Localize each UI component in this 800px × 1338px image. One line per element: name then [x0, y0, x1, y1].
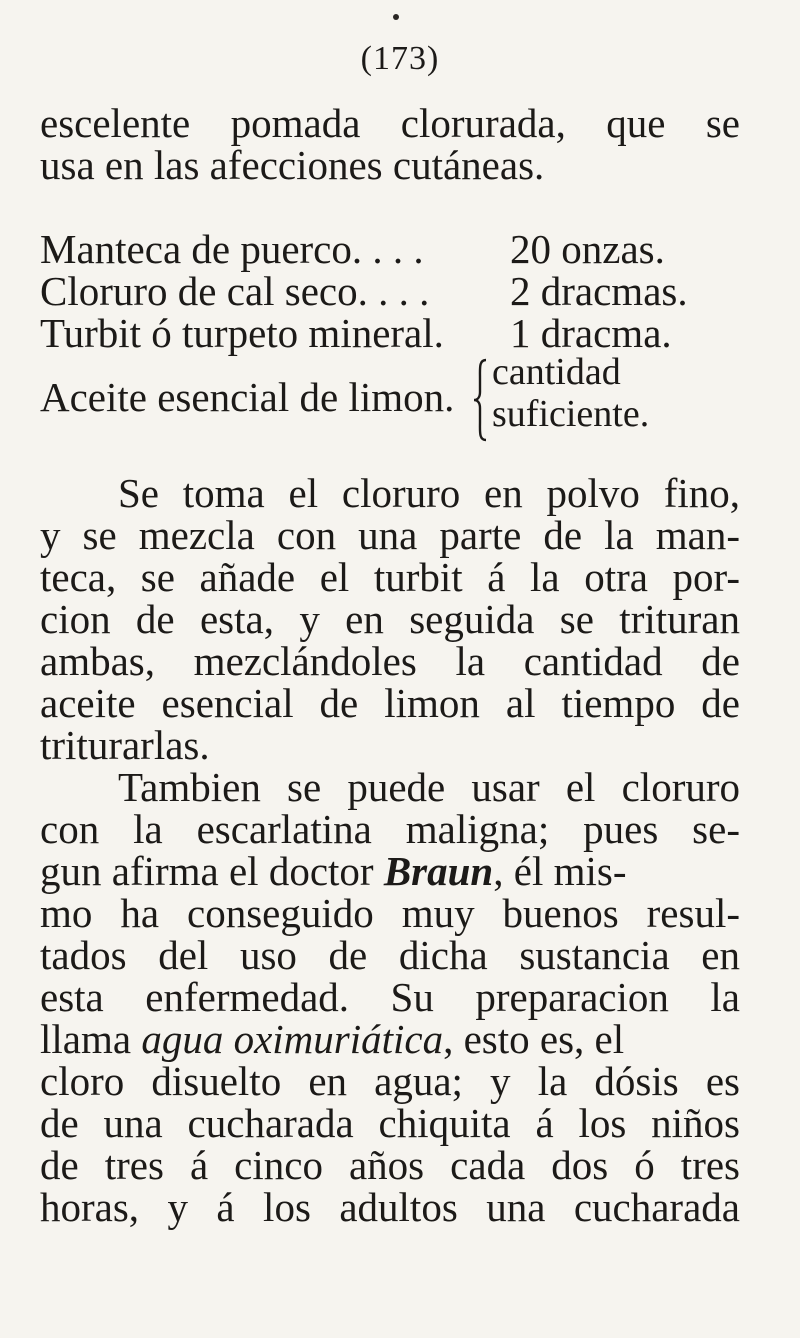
- recipe-row-braced: [40, 350, 760, 450]
- author-name: Braun: [383, 848, 494, 894]
- recipe-quantity: 20 onzas.: [510, 226, 665, 272]
- body-line: con la escarlatina maligna; pues se-: [40, 806, 740, 852]
- recipe-quantity: 1 dracma.: [510, 310, 672, 356]
- recipe-ingredient: Aceite esencial de limon.: [40, 374, 455, 420]
- body-text: llama: [40, 1016, 132, 1062]
- body-line: ambas, mezclándoles la cantidad de: [40, 638, 740, 684]
- recipe-quantity-line1: cantidad: [492, 351, 621, 393]
- body-line: de una cucharada chiquita á los niños: [40, 1100, 740, 1146]
- recipe-ingredient: Turbit ó turpeto mineral.: [40, 310, 444, 356]
- page-number: (173): [360, 40, 440, 77]
- recipe-quantity-line2: suficiente.: [492, 393, 650, 435]
- term-italic: agua oximuriática: [141, 1016, 444, 1062]
- body-line: tados del uso de dicha sustancia en: [40, 932, 740, 978]
- body-line: cion de esta, y en seguida se trituran: [40, 596, 740, 642]
- body-line: de tres á cinco años cada dos ó tres: [40, 1142, 740, 1188]
- body-line: Tambien se puede usar el cloruro: [118, 764, 740, 810]
- body-line: aceite esencial de limon al tiempo de: [40, 680, 740, 726]
- recipe-quantity: 2 dracmas.: [510, 268, 688, 314]
- body-text: gun afirma el doctor: [40, 848, 374, 894]
- body-text: , él mis-: [493, 848, 627, 894]
- recipe-ingredient: Manteca de puerco. . . .: [40, 226, 424, 272]
- body-line: triturarlas.: [40, 722, 210, 768]
- body-line: Se toma el cloruro en polvo fino,: [118, 470, 740, 516]
- curly-brace-icon: [472, 358, 490, 442]
- body-line: horas, y á los adultos una cucharada: [40, 1184, 740, 1230]
- intro-line-2: usa en las afecciones cutáneas.: [40, 142, 545, 188]
- body-line: mo ha conseguido muy buenos resul-: [40, 890, 740, 936]
- body-text: , esto es, el: [443, 1016, 625, 1062]
- ink-speck: [393, 14, 399, 20]
- body-line: y se mezcla con una parte de la man-: [40, 512, 740, 558]
- intro-line-1: escelente pomada clorurada, que se: [40, 100, 740, 146]
- recipe-ingredient: Cloruro de cal seco. . . .: [40, 268, 430, 314]
- body-line: teca, se añade el turbit á la otra por-: [40, 554, 740, 600]
- body-line: esta enfermedad. Su preparacion la: [40, 974, 740, 1020]
- body-line: cloro disuelto en agua; y la dósis es: [40, 1058, 740, 1104]
